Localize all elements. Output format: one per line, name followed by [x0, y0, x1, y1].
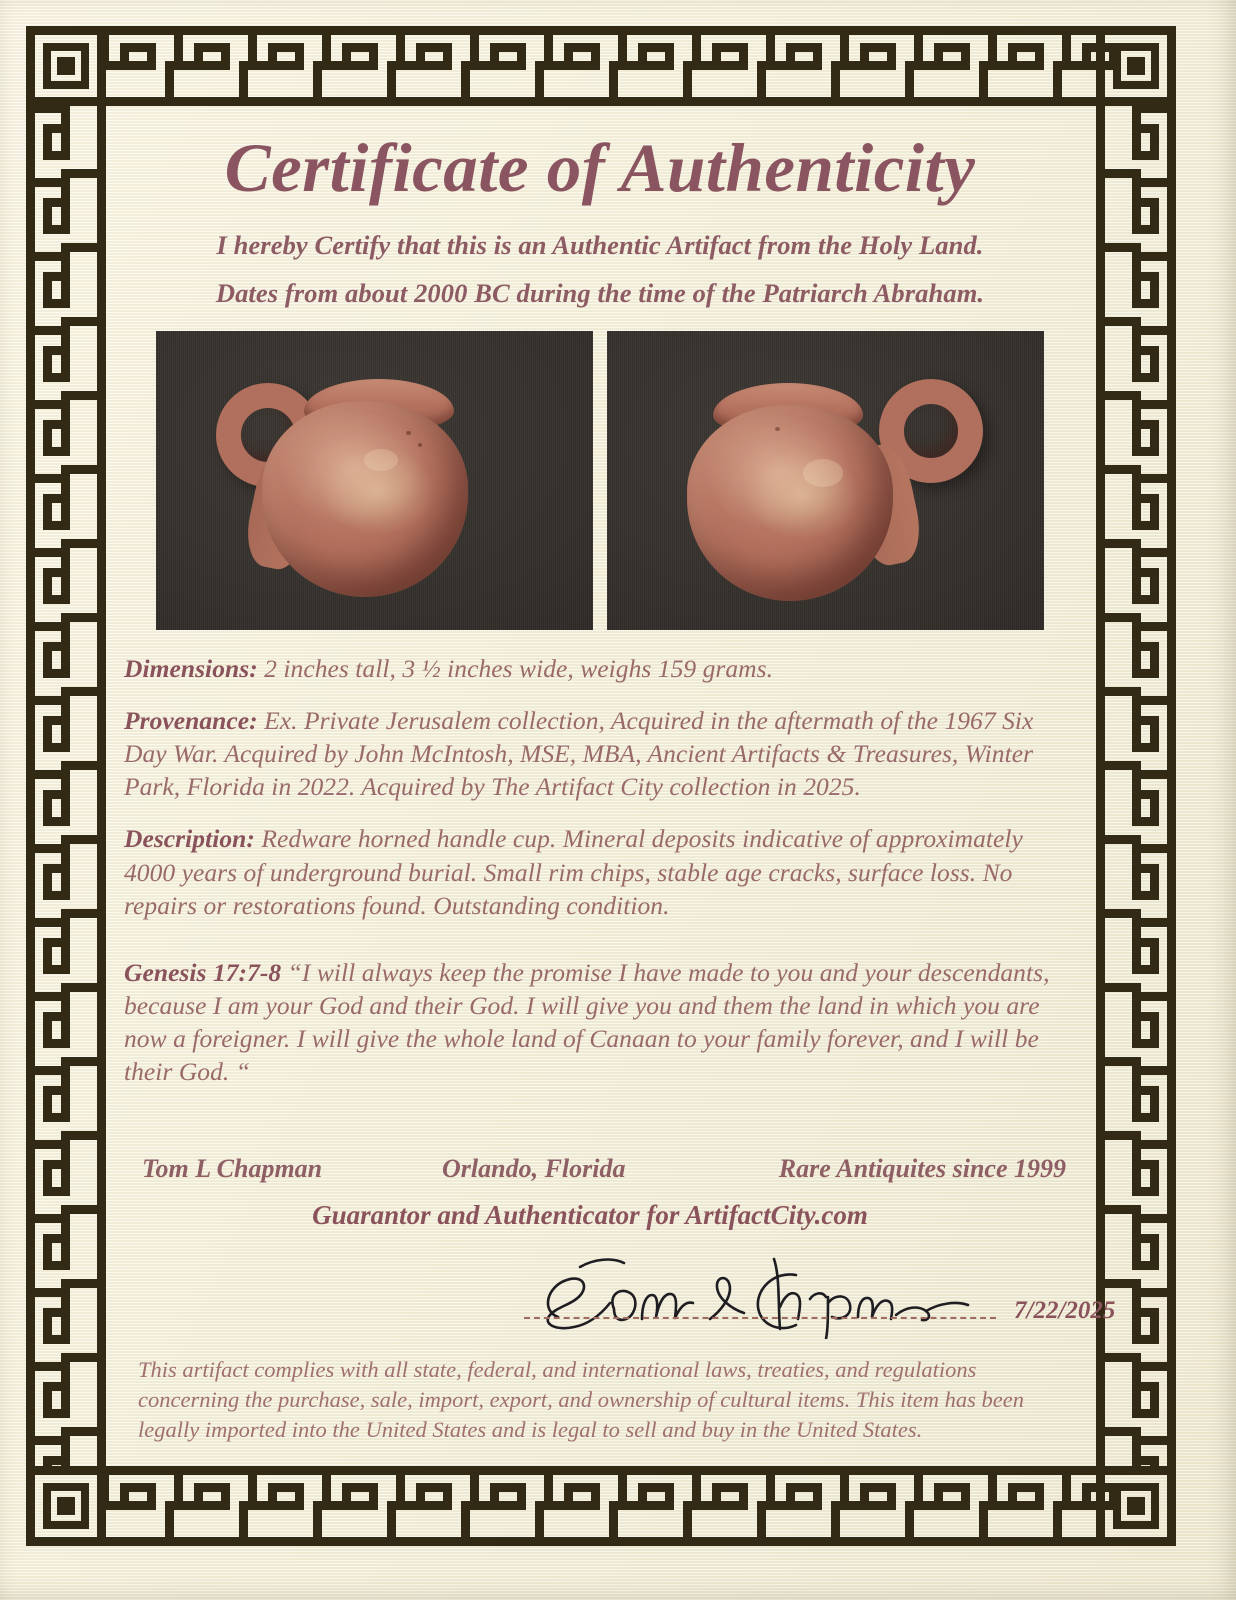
signer-name: Tom L Chapman [142, 1154, 323, 1184]
border-meander-left [26, 104, 106, 1468]
artifact-photo-left [156, 331, 593, 630]
signer-location: Orlando, Florida [442, 1154, 626, 1184]
signature-area [124, 1241, 1116, 1337]
provenance-label: Provenance: [124, 705, 258, 735]
certify-statement-line-2: Dates from about 2000 BC during the time of the Patriarch Abraham. [215, 277, 985, 308]
genesis-reference-label: Genesis 17:7-8 [124, 957, 282, 987]
dimensions-section [124, 652, 1076, 685]
genesis-quote-text: “I will always keep the promise I have made to you and your descendants, because I am your God and their God. I will give you and them the land in which you are now a foreigner. I will give the whole land of Canaan to your family forever, and I will be their God. “ [124, 957, 1050, 1087]
signature-date: 7/22/2025 [1014, 1297, 1116, 1325]
legal-disclaimer: This artifact complies with all state, federal, and international laws, treaties, and regulations concerning the purchase, sale, import, export, and ownership of cultural items. This item has been legally imported into the United States and is legal to sell and buy in the United States. [138, 1357, 1024, 1442]
dimensions-label: Dimensions: [124, 653, 258, 683]
description-section [124, 822, 1076, 921]
pot-body [262, 401, 468, 597]
signer-info-row [124, 1154, 1076, 1184]
page-title: Certificate of Authenticity [224, 130, 976, 206]
artifact-photo-gallery [124, 331, 1076, 630]
provenance-section [124, 704, 1076, 803]
description-label: Description: [124, 824, 255, 854]
dimensions-value: 2 inches tall, 3 ½ inches wide, weighs 159 grams. [257, 653, 774, 683]
provenance-value: Ex. Private Jerusalem collection, Acquired in the aftermath of the 1967 Six Day War. Acquired by John McIntosh, MSE, MBA, Ancient Artifacts & Treasures, Winter Park, Florida in 2022. Acquired by The Artifact City collection in 2025. [124, 705, 1034, 802]
guarantor-role-line: Guarantor and Authenticator for ArtifactCity.com [312, 1200, 868, 1231]
genesis-quote-section [124, 956, 1076, 1089]
border-meander-right [1096, 104, 1176, 1468]
signature-line [524, 1317, 996, 1319]
border-corner-bottom-left [26, 1466, 106, 1546]
border-meander-top [100, 26, 1122, 106]
border-meander-bottom [100, 1466, 1122, 1546]
certificate-content [108, 112, 1116, 1460]
artifact-photo-right [607, 331, 1044, 630]
description-value: Redware horned handle cup. Mineral deposits indicative of approximately 4000 years of underground burial. Small rim chips, stable age cracks, surface loss. No repairs or restorations found. Outstanding condition. [124, 824, 1023, 920]
certify-statement-line-1: I hereby Certify that this is an Authentic Artifact from the Holy Land. [216, 230, 984, 260]
pot-body [687, 405, 893, 601]
handwritten-signature [528, 1247, 998, 1339]
signer-tagline: Rare Antiquites since 1999 [778, 1154, 1066, 1184]
border-corner-top-left [26, 26, 106, 106]
